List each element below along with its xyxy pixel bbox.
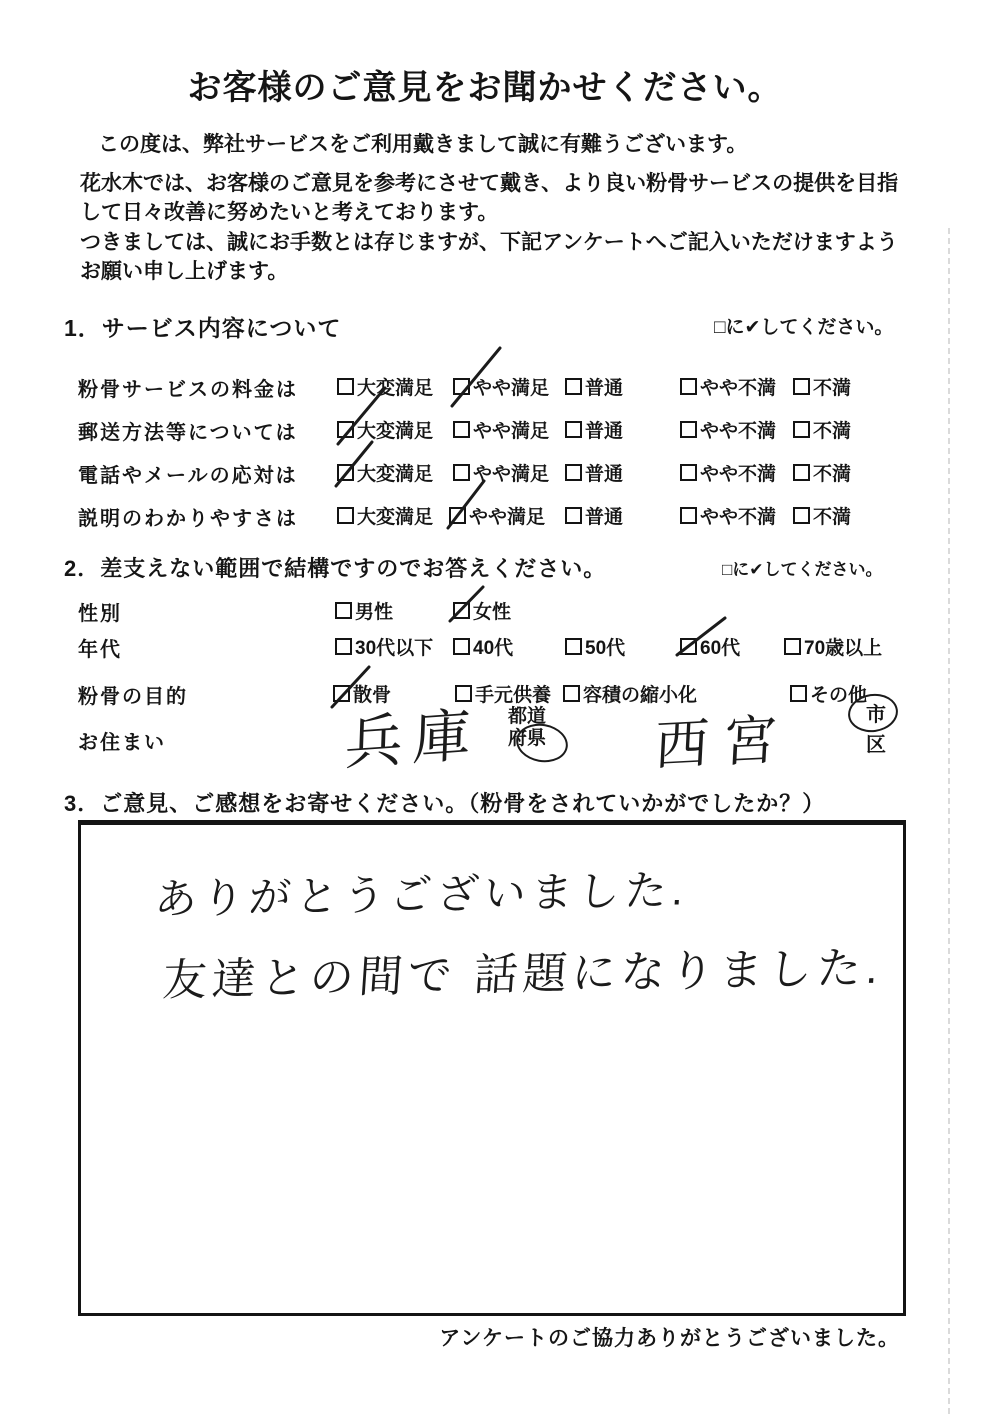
- checkbox: [793, 378, 810, 395]
- checkbox: [565, 421, 582, 438]
- checkbox-checked: [453, 378, 470, 395]
- row-label: 粉骨サービスの料金は: [78, 379, 298, 401]
- footer-thanks-text: アンケートのご協力ありがとうございました。: [439, 1327, 900, 1350]
- checkbox-option: 普通: [565, 373, 623, 400]
- checkbox-option: やや満足: [449, 502, 545, 529]
- checkbox: [565, 464, 582, 481]
- checkbox: [453, 421, 470, 438]
- page-title: お客様のご意見をお聞かせください。: [187, 69, 783, 107]
- checkbox: [680, 507, 697, 524]
- checkbox-option: やや不満: [680, 416, 776, 443]
- survey-row-purpose: [78, 680, 938, 708]
- checkbox: [453, 638, 470, 655]
- checkbox: [335, 638, 352, 655]
- survey-row-clarity: [78, 502, 918, 530]
- checkbox-option: 大変満足: [337, 459, 433, 486]
- checkbox-option: 大変満足: [337, 373, 433, 400]
- checkbox: [793, 464, 810, 481]
- handwritten-comment-line-1: ありがとうございました.: [153, 866, 691, 923]
- checkbox: [565, 638, 582, 655]
- checkbox: [337, 378, 354, 395]
- checkbox-option: 普通: [565, 416, 623, 443]
- checkbox: [337, 507, 354, 524]
- survey-row-gender: [78, 597, 918, 625]
- checkbox-option: やや満足: [453, 416, 549, 443]
- checkbox: [793, 507, 810, 524]
- section2-heading: 2．差支えない範囲で結構ですのでお答えください。: [64, 556, 607, 581]
- checkbox: [453, 464, 470, 481]
- checkbox-option: 普通: [565, 459, 623, 486]
- row-label: 性別: [78, 603, 122, 625]
- checkbox-option: 40代: [453, 633, 513, 660]
- city-suffix-bottom: 区: [866, 734, 886, 756]
- survey-row-age: [78, 633, 938, 661]
- checkbox-option: 大変満足: [337, 502, 433, 529]
- row-label: 粉骨の目的: [78, 686, 188, 708]
- checkbox-option: その他: [790, 680, 867, 707]
- checkbox: [563, 685, 580, 702]
- section2-check-note: □に✔してください。: [722, 560, 883, 579]
- intro-paragraph-3: つきましては、誠にお手数とは存じますが、下記アンケートへご記入いただけますようお願い申し上げます。: [80, 231, 898, 283]
- intro-paragraph-1: この度は、弊社サービスをご利用戴きまして誠に有難うございます。: [98, 133, 748, 156]
- checkbox-option: やや満足: [453, 373, 549, 400]
- checkbox-option: 男性: [335, 597, 393, 624]
- prefecture-suffix-bottom: 府県: [508, 728, 547, 749]
- checkbox-option: 手元供養: [455, 680, 551, 707]
- handwritten-prefecture: 兵庫: [343, 702, 482, 777]
- checkbox-option: 散骨: [333, 680, 391, 707]
- checkbox-checked: [449, 507, 466, 524]
- checkbox: [793, 421, 810, 438]
- handwritten-city: 西宮: [653, 709, 793, 777]
- prefecture-suffix-top: 都道: [508, 706, 547, 727]
- section3-heading: 3．ご意見、ご感想をお寄せください。（粉骨をされていかがでしたか？）: [64, 791, 826, 816]
- survey-row-price: [78, 373, 918, 401]
- row-label: 説明のわかりやすさは: [78, 508, 298, 530]
- row-label: 郵送方法等については: [78, 422, 298, 444]
- scan-artifact-line: [948, 228, 950, 1414]
- checkbox: [784, 638, 801, 655]
- row-label: 年代: [78, 639, 122, 661]
- checkbox-option: 30代以下: [335, 633, 433, 660]
- survey-row-shipping: [78, 416, 918, 444]
- checkbox: [565, 507, 582, 524]
- checkbox-option: 女性: [453, 597, 511, 624]
- checkbox: [680, 378, 697, 395]
- checkbox-option: 不満: [793, 459, 851, 486]
- checkbox: [335, 602, 352, 619]
- checkbox-option: 不満: [793, 416, 851, 443]
- checkbox-option: 50代: [565, 633, 625, 660]
- checkbox-option: 60代: [680, 633, 740, 660]
- checkbox-option: 不満: [793, 373, 851, 400]
- city-suffix-top: 市: [866, 704, 886, 726]
- checkbox: [680, 464, 697, 481]
- section1-check-note: □に✔してください。: [714, 317, 894, 338]
- checkbox: [680, 421, 697, 438]
- checkbox-checked: [680, 638, 697, 655]
- checkbox-option: やや満足: [453, 459, 549, 486]
- checkbox: [565, 378, 582, 395]
- row-label: 電話やメールの応対は: [78, 465, 298, 487]
- checkbox-option: やや不満: [680, 502, 776, 529]
- handwritten-comment-line-2: 友達との間で 話題になりました.: [161, 943, 885, 1006]
- checkbox-option: 普通: [565, 502, 623, 529]
- checkbox-checked: [337, 464, 354, 481]
- survey-row-response: [78, 459, 918, 487]
- checkbox-option: 不満: [793, 502, 851, 529]
- intro-paragraph-2: 花水木では、お客様のご意見を参考にさせて戴き、より良い粉骨サービスの提供を目指して日々改善に努めたいと考えております。: [80, 172, 899, 224]
- checkbox-option: やや不満: [680, 373, 776, 400]
- section1-heading: 1．サービス内容について: [64, 315, 342, 341]
- row-label-residence: お住まい: [78, 732, 166, 754]
- checkbox-option: 70歳以上: [784, 633, 882, 660]
- checkbox-checked: [453, 602, 470, 619]
- checkbox-checked: [337, 421, 354, 438]
- checkbox-option: やや不満: [680, 459, 776, 486]
- checkbox-option: 容積の縮小化: [563, 680, 697, 707]
- checkbox-option: 大変満足: [337, 416, 433, 443]
